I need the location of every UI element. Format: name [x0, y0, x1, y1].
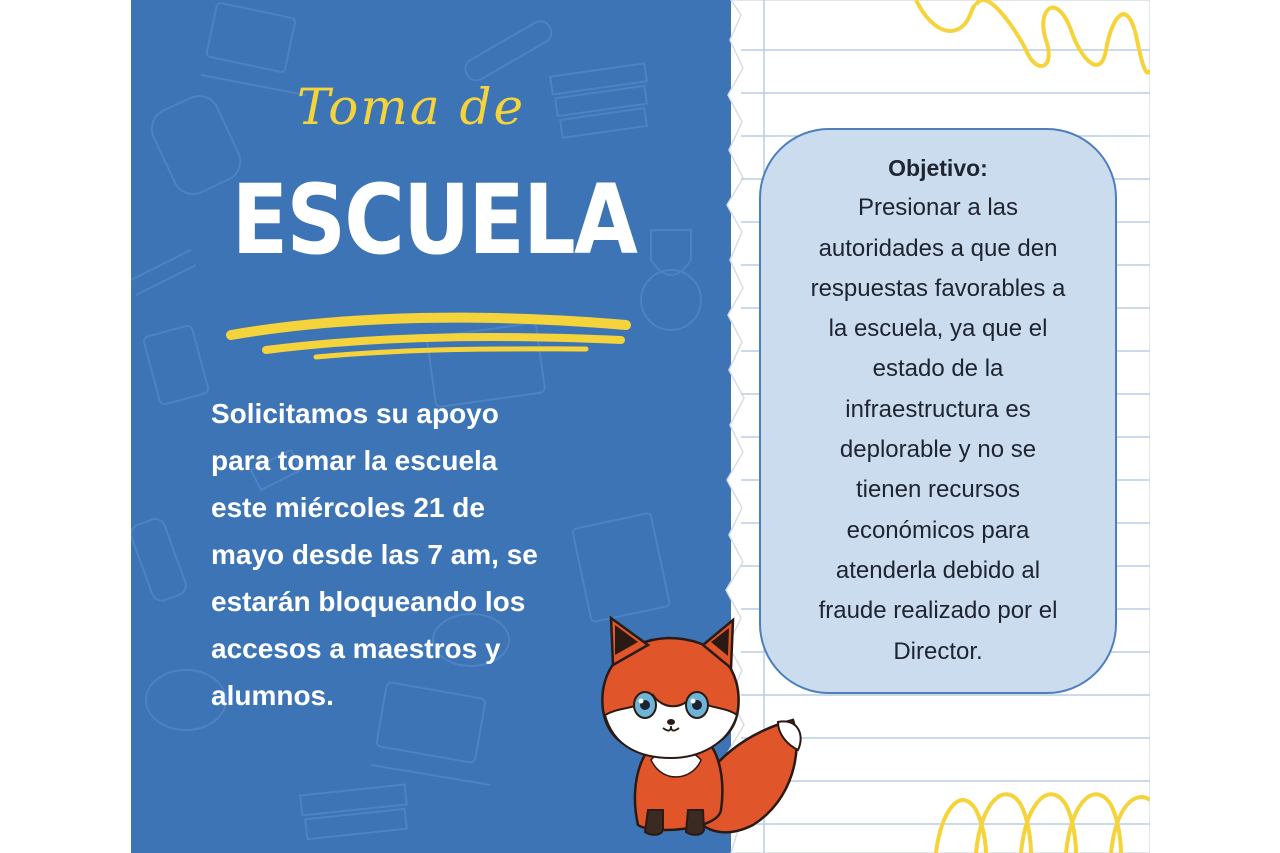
title-line-2: ESCUELA: [231, 164, 637, 276]
title-line-1: Toma de: [296, 78, 526, 136]
body-line: mayo desde las 7 am, se: [211, 539, 538, 570]
body-line: estarán bloqueando los: [211, 586, 526, 617]
objective-line: tienen recursos: [855, 476, 1021, 504]
body-line: para tomar la escuela: [211, 445, 498, 476]
objective-heading: Objetivo:: [888, 155, 988, 181]
body-line: este miércoles 21 de: [211, 492, 485, 523]
objective-line: estado de la: [872, 355, 1004, 383]
body-line: alumnos.: [211, 680, 334, 711]
objective-line: Director.: [893, 637, 983, 665]
objective-line: económicos para: [846, 516, 1030, 544]
objective-line: autoridades a que den: [818, 234, 1058, 262]
objective-line: Presionar a las: [857, 194, 1019, 222]
fox-mascot-illustration: [593, 610, 813, 840]
objective-line: atenderla debido al: [835, 556, 1041, 584]
objective-line: infraestructura es: [845, 395, 1031, 423]
objective-line: la escuela, ya que el: [828, 315, 1048, 343]
body-line: accesos a maestros y: [211, 633, 501, 664]
yellow-underline-stroke: [226, 305, 636, 365]
objective-line: deplorable y no se: [839, 436, 1037, 464]
poster: [131, 0, 1150, 853]
body-line: Solicitamos su apoyo: [211, 398, 499, 429]
objective-line: respuestas favorables a: [810, 274, 1066, 302]
objective-line: fraude realizado por el: [818, 597, 1058, 625]
body-text: [211, 390, 631, 719]
